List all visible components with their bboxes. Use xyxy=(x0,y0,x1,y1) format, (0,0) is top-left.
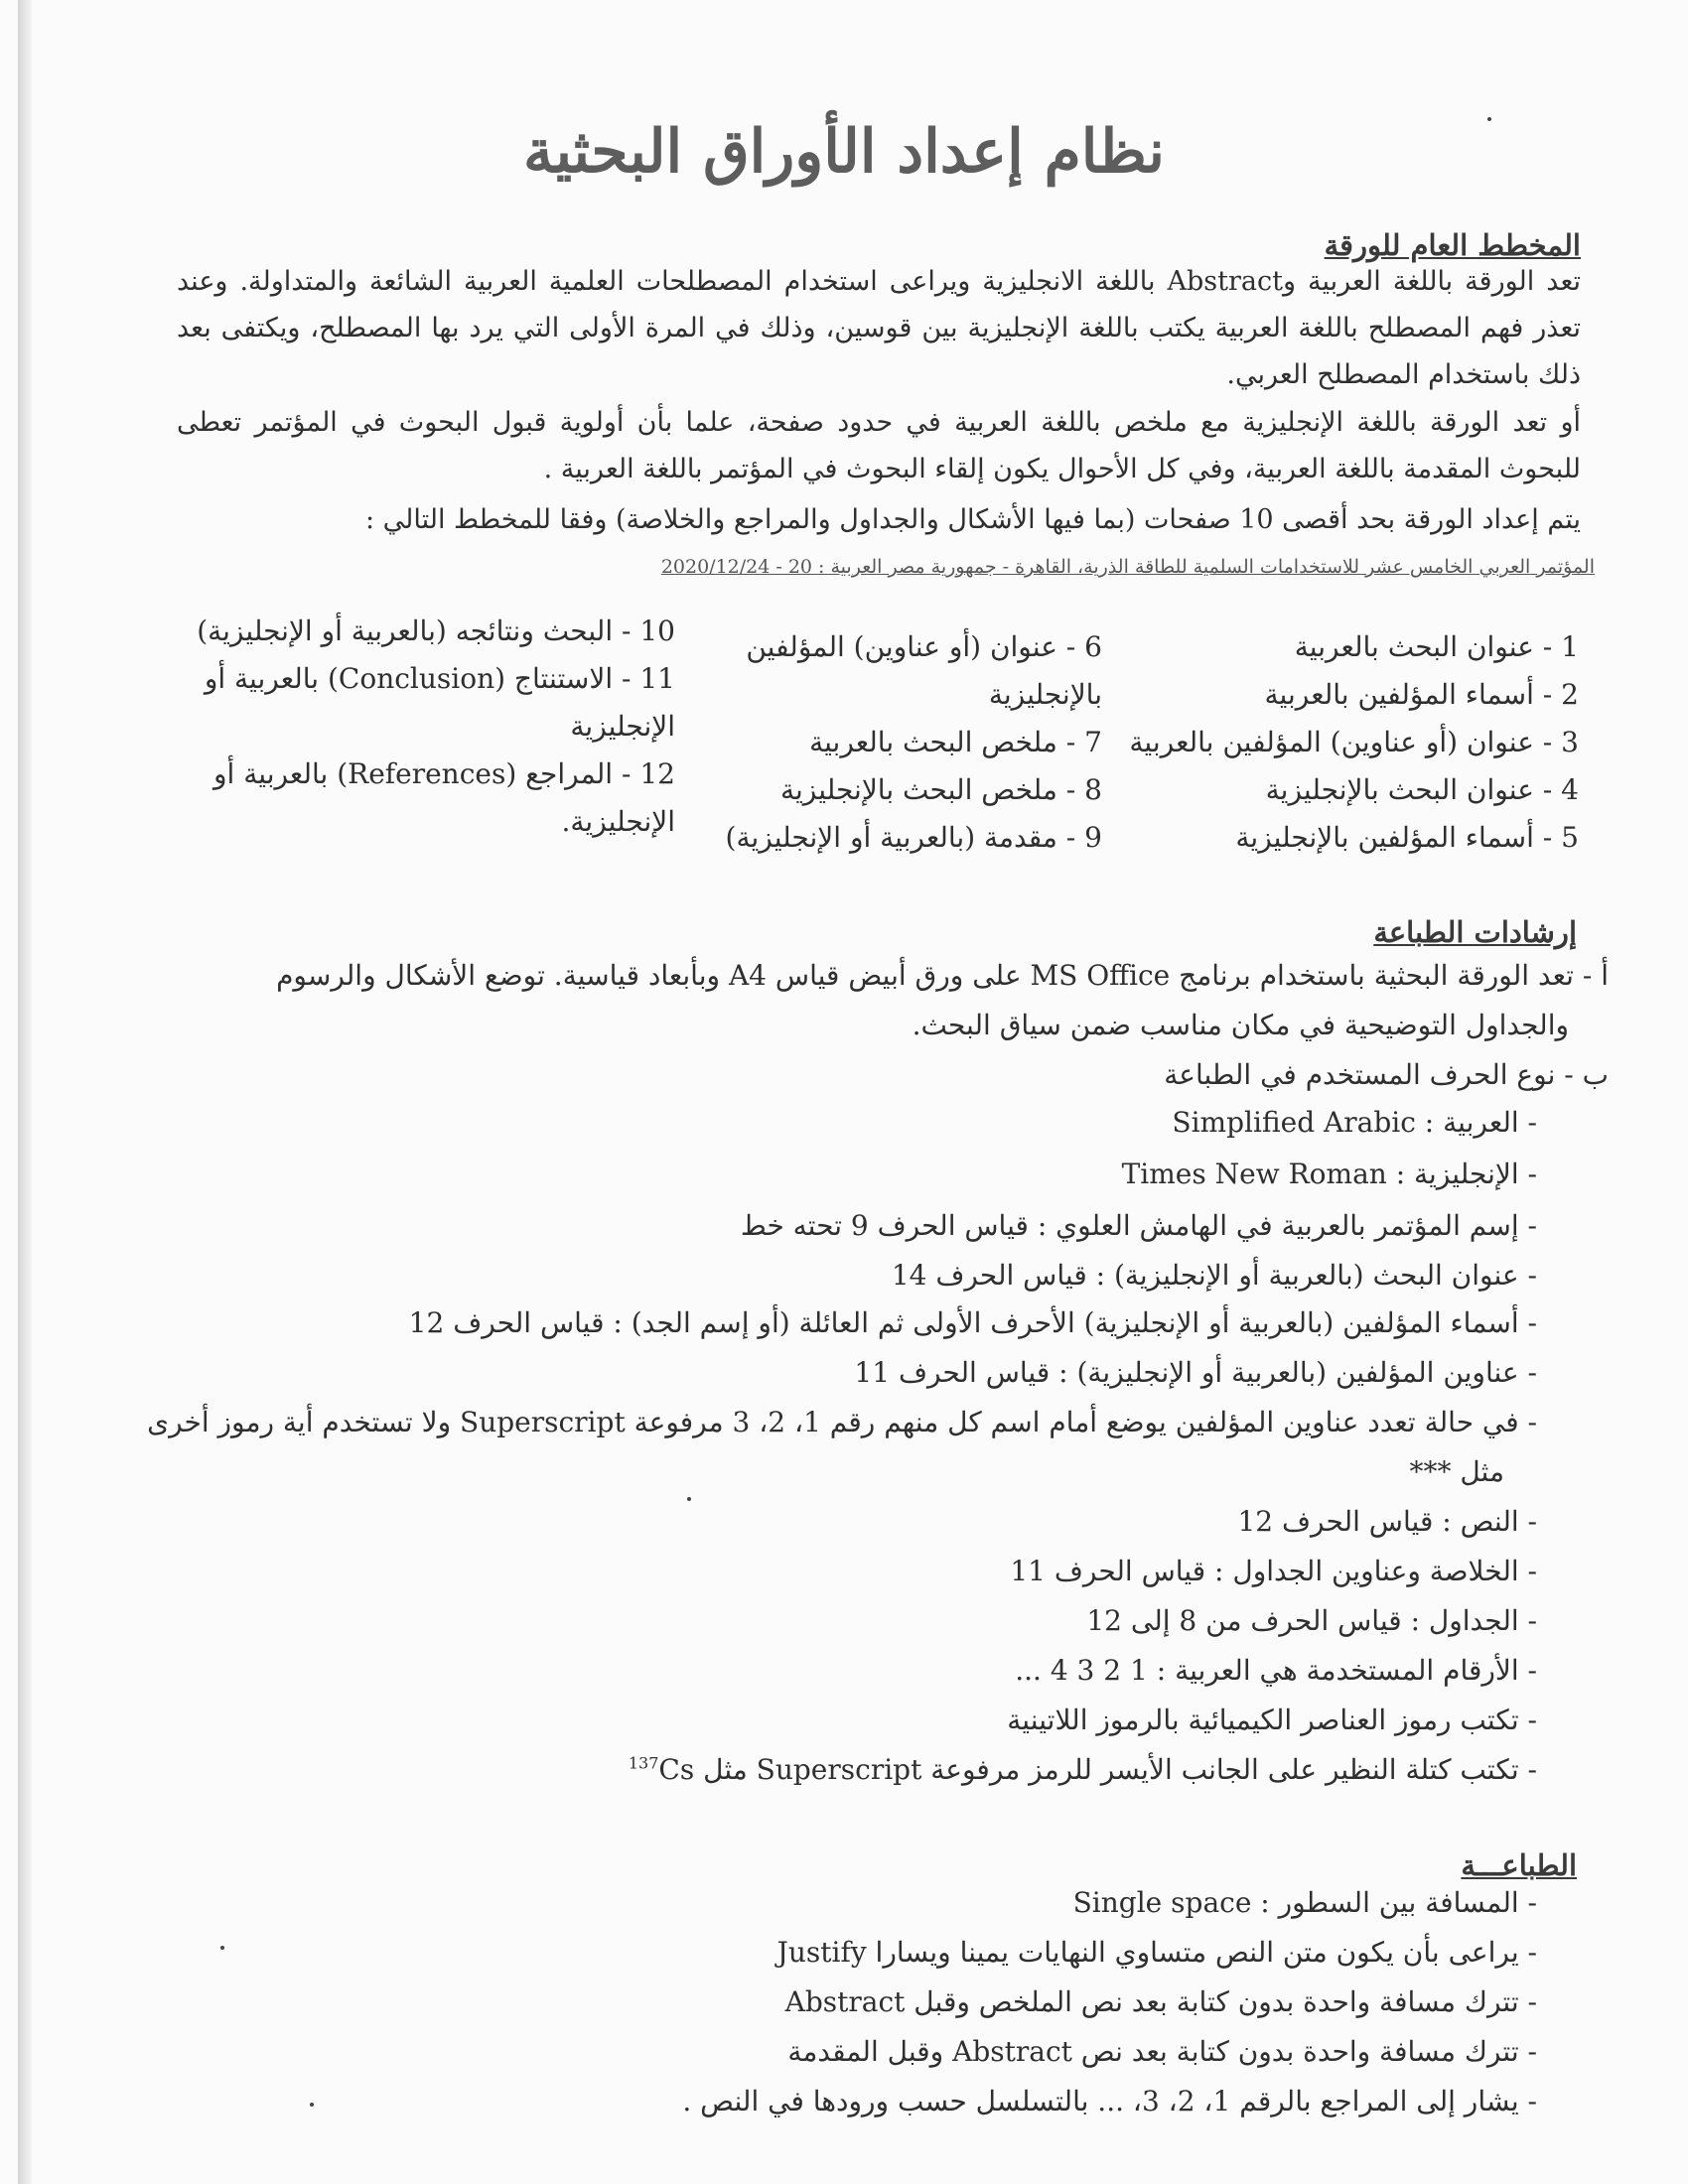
outline-item: 5 - أسماء المؤلفين بالإنجليزية xyxy=(1235,821,1579,854)
paragraph-page-limit: يتم إعداد الورقة بحد أقصى 10 صفحات (بما فيها الأشكال والجداول والمراجع والخلاصة) وفقا للمخطط التالي : xyxy=(364,504,1581,535)
authors-size-line: - أسماء المؤلفين (بالعربية أو الإنجليزية) الأحرف الأولى ثم العائلة (أو إسم الجد) : قياس الحرف 12 xyxy=(408,1306,1537,1339)
scan-edge-shadow xyxy=(18,0,32,2184)
font-arabic-line: - العربية : Simplified Arabic xyxy=(1172,1106,1537,1139)
paragraph-arabic-paper: تعد الورقة باللغة العربية وAbstract باللغة الانجليزية ويراعى استخدام المصطلحات العلمية العربية الشائعة والمتداولة. وعند تعذر فهم المصطلح باللغة العربية يكتب باللغة الإنجليزية بين قوسين، وذلك في المرة الأولى التي يرد بها المصطلح، ويكتفى بعد ذلك باستخدام المصطلح العربي. xyxy=(177,266,1581,390)
outline-item: الإنجليزية. xyxy=(561,805,675,838)
outline-item: 1 - عنوان البحث بالعربية xyxy=(1294,630,1579,663)
font-english-line: - الإنجليزية : Times New Roman xyxy=(1121,1158,1537,1190)
text-size-line: - النص : قياس الحرف 12 xyxy=(1237,1505,1537,1538)
conference-name-line: - إسم المؤتمر بالعربية في الهامش العلوي : قياس الحرف 9 تحته خط xyxy=(740,1209,1537,1242)
isotope-mass-line xyxy=(629,1753,1537,1786)
guideline-item-a: أ - تعد الورقة البحثية باستخدام برنامج MS Office على ورق أبيض قياس A4 وبأبعاد قياسية. توضع الأشكال والرسوم xyxy=(276,959,1609,992)
isotope-example xyxy=(629,1753,694,1786)
title-size-line: - عنوان البحث (بالعربية أو الإنجليزية) : قياس الحرف 14 xyxy=(891,1259,1537,1292)
outline-item: الإنجليزية xyxy=(570,710,675,743)
page-title: نظام إعداد الأوراق البحثية xyxy=(523,117,1165,187)
multiple-affiliations-line: - في حالة تعدد عناوين المؤلفين يوضع أمام اسم كل منهم رقم 1، 2، 3 مرفوعة Superscript ولا تستخدم أية رموز أخرى xyxy=(147,1406,1537,1438)
paragraph-english-paper: أو تعد الورقة باللغة الإنجليزية مع ملخص باللغة العربية في حدود صفحة، علما بأن أولوية قبول البحوث في المؤتمر تعطى للبحوث المقدمة باللغة العربية، وفي كل الأحوال يكون إلقاء البحوث في المؤتمر باللغة العربية . xyxy=(177,407,1581,484)
isotope-mass: 137 xyxy=(628,1753,659,1773)
section-heading-printing-guidelines: إرشادات الطباعة xyxy=(1373,915,1577,949)
outline-item: 6 - عنوان (أو عناوين) المؤلفين xyxy=(746,630,1102,663)
section-heading-printing: الطباعـــة xyxy=(1461,1848,1577,1882)
multiple-affiliations-line-cont: مثل *** xyxy=(1409,1455,1504,1488)
isotope-symbol: Cs xyxy=(658,1753,695,1786)
line-spacing-line: - المسافة بين السطور : Single space xyxy=(1072,1886,1537,1919)
affiliations-size-line: - عناوين المؤلفين (بالعربية أو الإنجليزية) : قياس الحرف 11 xyxy=(854,1356,1537,1389)
space-before-abstract-line: - تترك مسافة واحدة بدون كتابة بعد نص الملخص وقبل Abstract xyxy=(784,1985,1537,2018)
scan-speck xyxy=(1487,117,1491,121)
outline-column-1 xyxy=(1112,623,1579,862)
justify-line: - يراعى بأن يكون متن النص متساوي النهايات يمينا ويسارا Justify xyxy=(776,1936,1537,1969)
chemical-symbols-line: - تكتب رموز العناصر الكيميائية بالرموز اللاتينية xyxy=(1007,1704,1537,1736)
outline-item: 3 - عنوان (أو عناوين) المؤلفين بالعربية xyxy=(1129,726,1579,758)
tables-size-line: - الجداول : قياس الحرف من 8 إلى 12 xyxy=(1086,1604,1537,1637)
section-heading-outline: المخطط العام للورقة xyxy=(1324,228,1581,262)
isotope-text: - تكتب كتلة النظير على الجانب الأيسر للرمز مرفوعة Superscript مثل xyxy=(703,1753,1537,1786)
outline-item: بالإنجليزية xyxy=(988,678,1102,711)
outline-item: 2 - أسماء المؤلفين بالعربية xyxy=(1264,678,1579,711)
outline-item: 4 - عنوان البحث بالإنجليزية xyxy=(1265,773,1579,806)
outline-item: 11 - الاستنتاج (Conclusion) بالعربية أو xyxy=(204,662,675,695)
scan-speck xyxy=(220,1946,224,1950)
scan-speck xyxy=(687,1497,691,1501)
guideline-item-a-cont: والجداول التوضيحية في مكان مناسب ضمن سياق البحث. xyxy=(912,1009,1569,1041)
references-numbering-line: - يشار إلى المراجع بالرقم 1، 2، 3، ... بالتسلسل حسب ورودها في النص . xyxy=(682,2085,1537,2117)
space-after-abstract-line: - تترك مسافة واحدة بدون كتابة بعد نص Abstract وقبل المقدمة xyxy=(787,2035,1537,2068)
scan-speck xyxy=(310,2103,314,2107)
conference-line: المؤتمر العربي الخامس عشر للاستخدامات السلمية للطاقة الذرية، القاهرة - جمهورية مصر العربية : 20 - 2020/12/24 xyxy=(660,556,1595,578)
summary-size-line: - الخلاصة وعناوين الجداول : قياس الحرف 11 xyxy=(1010,1555,1537,1587)
outline-item: 9 - مقدمة (بالعربية أو الإنجليزية) xyxy=(725,821,1102,854)
numerals-line: - الأرقام المستخدمة هي العربية : 1 2 3 4 ... xyxy=(1015,1654,1537,1687)
outline-item: 8 - ملخص البحث بالإنجليزية xyxy=(780,773,1102,806)
outline-item: 10 - البحث ونتائجه (بالعربية أو الإنجليزية) xyxy=(197,614,675,647)
outline-item: 7 - ملخص البحث بالعربية xyxy=(809,726,1102,758)
outline-column-3 xyxy=(179,608,675,846)
outline-item: 12 - المراجع (References) بالعربية أو xyxy=(213,757,675,790)
guideline-item-b: ب - نوع الحرف المستخدم في الطباعة xyxy=(1164,1058,1609,1091)
outline-column-2 xyxy=(675,623,1102,862)
